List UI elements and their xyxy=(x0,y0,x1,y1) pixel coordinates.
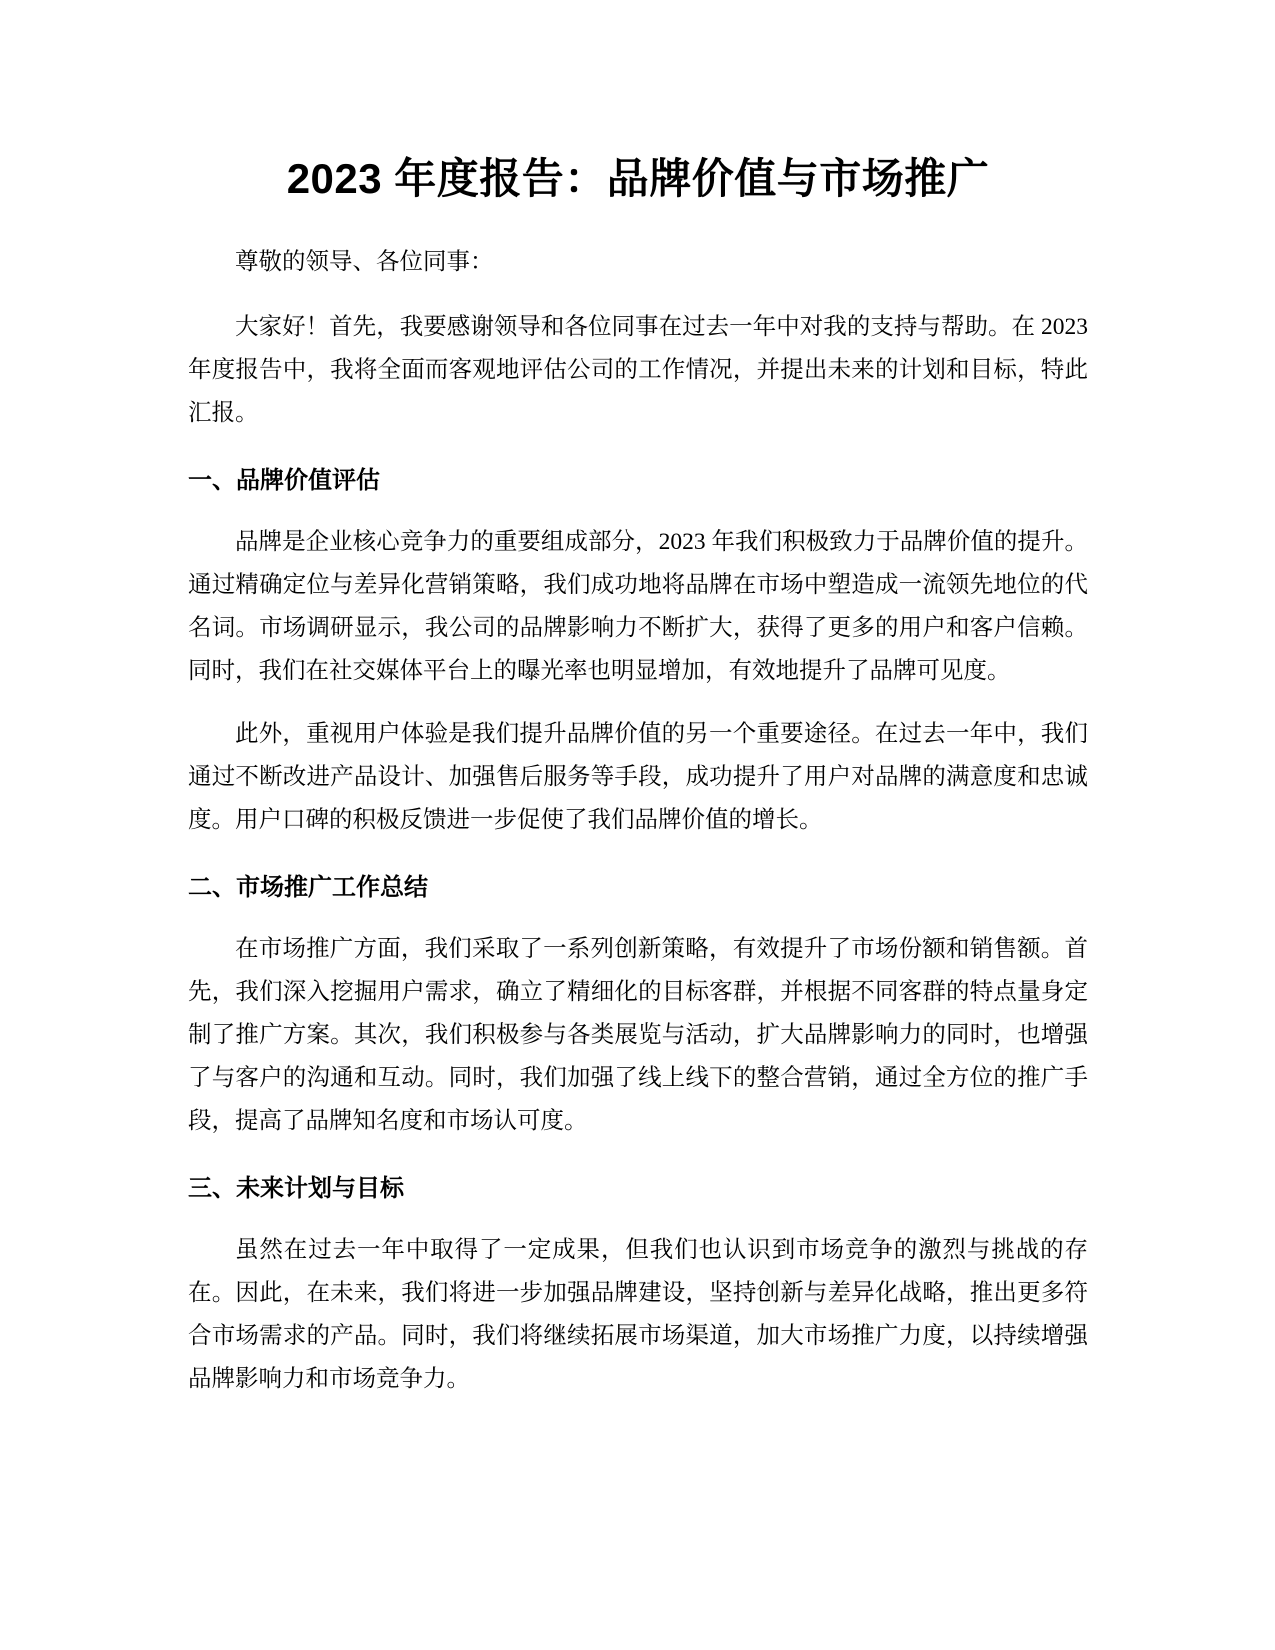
paragraph: 在市场推广方面，我们采取了一系列创新策略，有效提升了市场份额和销售额。首先，我们深入挖掘用户需求，确立了精细化的目标客群，并根据不同客群的特点量身定制了推广方案。其次，我们积极参与各类展览与活动，扩大品牌影响力的同时，也增强了与客户的沟通和互动。同时，我们加强了线上线下的整合营销，通过全方位的推广手段，提高了品牌知名度和市场认可度。 xyxy=(188,935,1088,1134)
greeting: 尊敬的领导、各位同事： xyxy=(235,248,494,275)
section-heading: 一、品牌价值评估 xyxy=(188,466,380,494)
section-future-plans xyxy=(188,1169,1088,1401)
paragraph: 品牌是企业核心竞争力的重要组成部分，2023 年我们积极致力于品牌价值的提升。通过精确定位与差异化营销策略，我们成功地将品牌在市场中塑造成一流领先地位的代名词。市场调研显示，我公司的品牌影响力不断扩大，获得了更多的用户和客户信赖。同时，我们在社交媒体平台上的曝光率也明显增加，有效地提升了品牌可见度。 xyxy=(188,528,1088,684)
section-marketing-summary xyxy=(188,868,1088,1143)
intro-paragraph: 大家好！首先，我要感谢领导和各位同事在过去一年中对我的支持与帮助。在 2023 年度报告中，我将全面而客观地评估公司的工作情况，并提出未来的计划和目标，特此汇报。 xyxy=(188,313,1088,426)
section-brand-value xyxy=(188,461,1088,842)
document-title: 2023 年度报告：品牌价值与市场推广 xyxy=(286,155,990,202)
section-heading: 二、市场推广工作总结 xyxy=(188,873,428,901)
paragraph: 虽然在过去一年中取得了一定成果，但我们也认识到市场竞争的激烈与挑战的存在。因此，在未来，我们将进一步加强品牌建设，坚持创新与差异化战略，推出更多符合市场需求的产品。同时，我们将继续拓展市场渠道，加大市场推广力度，以持续增强品牌影响力和市场竞争力。 xyxy=(188,1236,1088,1392)
document-body xyxy=(188,140,1088,1421)
section-heading: 三、未来计划与目标 xyxy=(188,1174,404,1202)
paragraph: 此外，重视用户体验是我们提升品牌价值的另一个重要途径。在过去一年中，我们通过不断改进产品设计、加强售后服务等手段，成功提升了用户对品牌的满意度和忠诚度。用户口碑的积极反馈进一步促使了我们品牌价值的增长。 xyxy=(188,720,1088,833)
